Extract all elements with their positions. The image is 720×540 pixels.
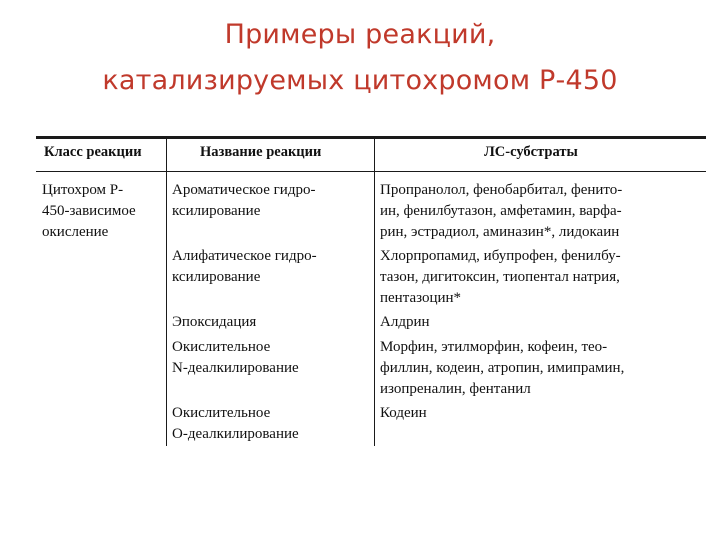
substrate-line: изопреналин, фентанил [380, 381, 531, 397]
substrate-line: Морфин, этилморфин, кофеин, тео- [380, 339, 608, 355]
substrates-cell [380, 337, 624, 400]
table-top-rule [36, 136, 706, 139]
reaction-line: О-деалкилирование [172, 426, 299, 442]
substrates-cell [380, 180, 622, 243]
reaction-name-cell [172, 403, 299, 445]
substrates-cell [380, 246, 621, 309]
substrate-line: филлин, кодеин, атропин, имипрамин, [380, 360, 625, 376]
header-substrates: ЛС-субстраты [484, 144, 578, 160]
substrates-cell [380, 312, 430, 333]
substrates-cell [380, 403, 427, 424]
substrate-line: тазон, дигитоксин, тиопентал натрия, [380, 269, 620, 285]
substrate-line: Хлорпропамид, ибупрофен, фенилбу- [380, 248, 621, 264]
reaction-name-cell [172, 180, 315, 222]
column-divider-2 [374, 136, 375, 446]
title-line-2: катализируемых цитохромом Р-450 [102, 65, 618, 96]
class-line: Цитохром Р- [42, 182, 124, 198]
reaction-line: Эпоксидация [172, 314, 257, 330]
reaction-name-cell [172, 312, 256, 333]
reaction-line: ксилирование [172, 269, 261, 285]
slide-title [0, 12, 720, 104]
reaction-line: ксилирование [172, 203, 261, 219]
table-header-rule [36, 171, 706, 172]
reaction-name-cell [172, 337, 299, 379]
substrate-line: рин, эстрадиол, аминазин*, лидокаин [380, 224, 620, 240]
class-line: окисление [42, 224, 109, 240]
substrate-line: Алдрин [380, 314, 430, 330]
reaction-line: Ароматическое гидро- [172, 182, 316, 198]
reaction-line: Окислительное [172, 339, 271, 355]
reaction-line: Алифатическое гидро- [172, 248, 317, 264]
substrate-line: пентазоцин* [380, 290, 462, 306]
class-line: 450-зависимое [42, 203, 136, 219]
reactions-table [36, 136, 706, 446]
header-reaction-name: Название реакции [200, 144, 322, 160]
reaction-line: N-деалкилирование [172, 360, 299, 376]
header-reaction-class: Класс реакции [44, 144, 142, 160]
reaction-name-cell [172, 246, 317, 288]
column-divider-1 [166, 136, 167, 446]
substrate-line: Пропранолол, фенобарбитал, фенито- [380, 182, 623, 198]
title-line-1: Примеры реакций, [224, 19, 496, 50]
reaction-line: Окислительное [172, 405, 271, 421]
substrate-line: Кодеин [380, 405, 427, 421]
reaction-class-cell [42, 180, 136, 243]
substrate-line: ин, фенилбутазон, амфетамин, варфа- [380, 203, 622, 219]
